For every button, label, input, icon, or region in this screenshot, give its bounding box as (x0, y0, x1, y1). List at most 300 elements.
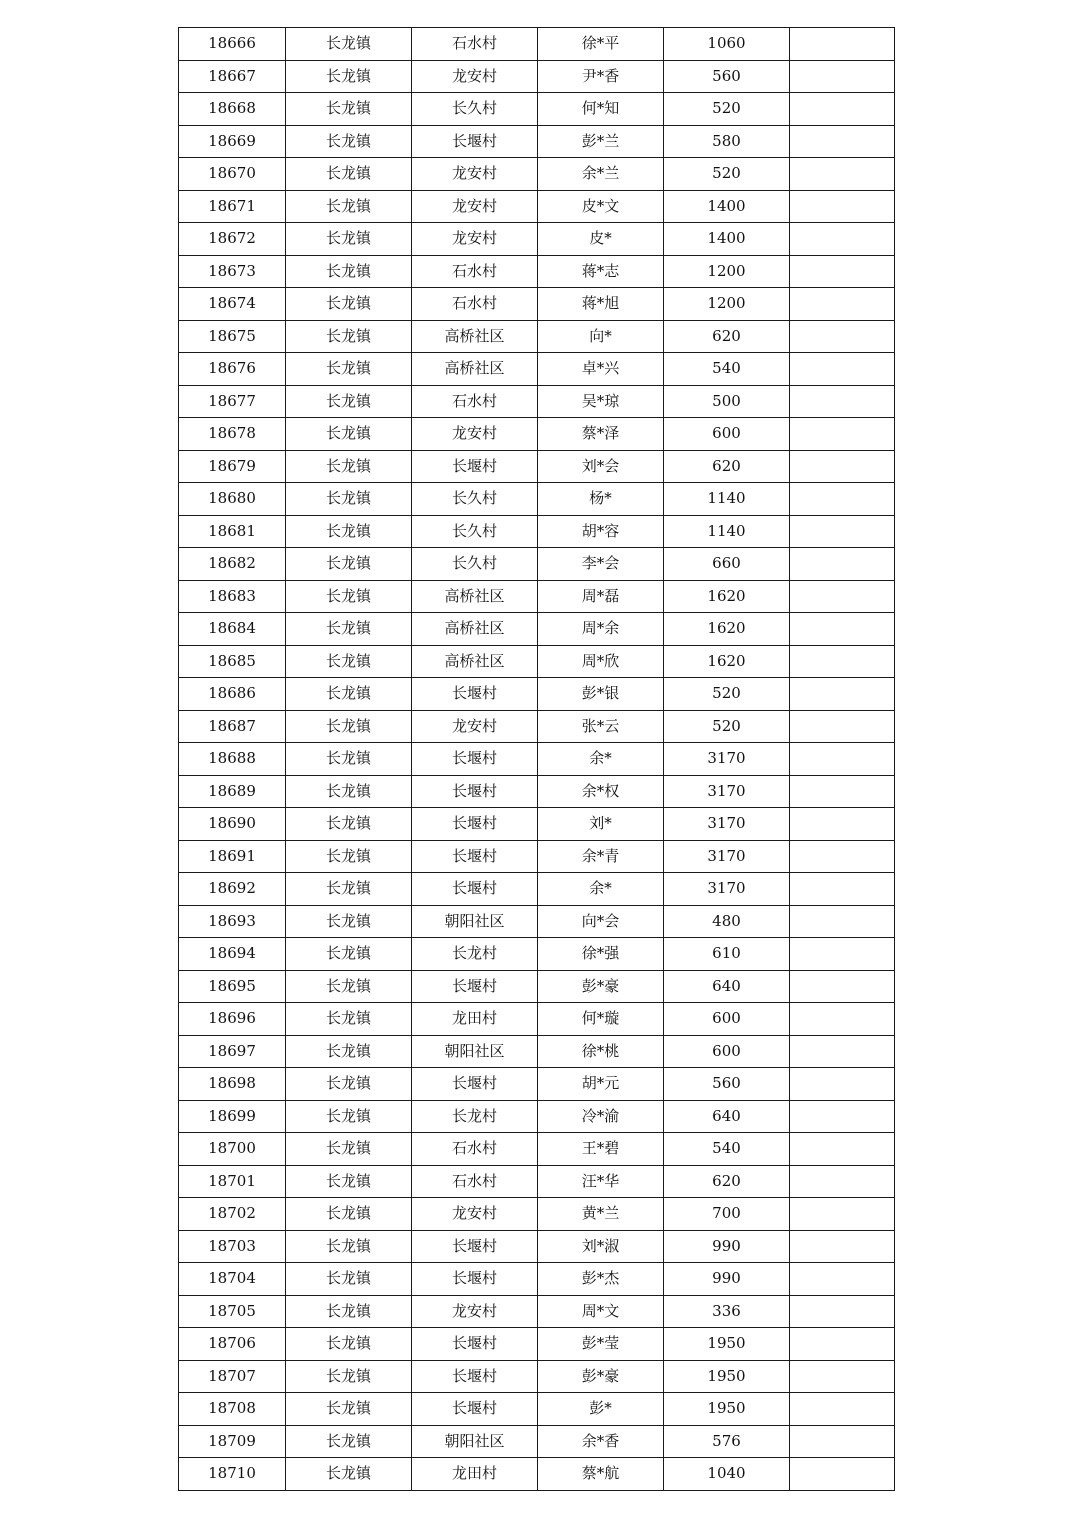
town-cell: 长龙镇 (286, 548, 412, 581)
record-id-cell: 18675 (179, 320, 286, 353)
record-id-cell: 18708 (179, 1393, 286, 1426)
village-cell: 长堰村 (412, 1068, 538, 1101)
table-row (179, 645, 895, 678)
note-cell (790, 158, 895, 191)
amount-cell: 3170 (664, 775, 790, 808)
record-id-cell: 18670 (179, 158, 286, 191)
village-cell: 长久村 (412, 548, 538, 581)
record-id-cell: 18669 (179, 125, 286, 158)
table-row (179, 1393, 895, 1426)
table-row (179, 93, 895, 126)
town-cell: 长龙镇 (286, 1295, 412, 1328)
town-cell: 长龙镇 (286, 28, 412, 61)
table-row (179, 840, 895, 873)
table-row (179, 223, 895, 256)
town-cell: 长龙镇 (286, 1003, 412, 1036)
record-id-cell: 18678 (179, 418, 286, 451)
village-cell: 石水村 (412, 28, 538, 61)
amount-cell: 1950 (664, 1328, 790, 1361)
note-cell (790, 1100, 895, 1133)
note-cell (790, 938, 895, 971)
note-cell (790, 125, 895, 158)
amount-cell: 500 (664, 385, 790, 418)
town-cell: 长龙镇 (286, 678, 412, 711)
village-cell: 龙安村 (412, 418, 538, 451)
amount-cell: 520 (664, 93, 790, 126)
table-row (179, 938, 895, 971)
note-cell (790, 288, 895, 321)
table-row (179, 190, 895, 223)
village-cell: 高桥社区 (412, 645, 538, 678)
note-cell (790, 223, 895, 256)
village-cell: 龙安村 (412, 158, 538, 191)
record-id-cell: 18707 (179, 1360, 286, 1393)
name-cell: 余* (538, 743, 664, 776)
note-cell (790, 1068, 895, 1101)
town-cell: 长龙镇 (286, 1068, 412, 1101)
name-cell: 彭*豪 (538, 1360, 664, 1393)
amount-cell: 620 (664, 450, 790, 483)
amount-cell: 1620 (664, 580, 790, 613)
note-cell (790, 678, 895, 711)
amount-cell: 990 (664, 1230, 790, 1263)
name-cell: 刘*淑 (538, 1230, 664, 1263)
amount-cell: 600 (664, 418, 790, 451)
note-cell (790, 320, 895, 353)
town-cell: 长龙镇 (286, 353, 412, 386)
note-cell (790, 1263, 895, 1296)
town-cell: 长龙镇 (286, 450, 412, 483)
note-cell (790, 613, 895, 646)
village-cell: 朝阳社区 (412, 1035, 538, 1068)
amount-cell: 540 (664, 353, 790, 386)
amount-cell: 480 (664, 905, 790, 938)
table-row (179, 255, 895, 288)
village-cell: 长堰村 (412, 678, 538, 711)
note-cell (790, 1003, 895, 1036)
village-cell: 长久村 (412, 483, 538, 516)
amount-cell: 540 (664, 1133, 790, 1166)
name-cell: 卓*兴 (538, 353, 664, 386)
town-cell: 长龙镇 (286, 808, 412, 841)
town-cell: 长龙镇 (286, 1165, 412, 1198)
amount-cell: 610 (664, 938, 790, 971)
name-cell: 蒋*旭 (538, 288, 664, 321)
village-cell: 石水村 (412, 288, 538, 321)
name-cell: 彭*银 (538, 678, 664, 711)
town-cell: 长龙镇 (286, 288, 412, 321)
record-id-cell: 18694 (179, 938, 286, 971)
village-cell: 长堰村 (412, 1393, 538, 1426)
village-cell: 龙安村 (412, 1198, 538, 1231)
amount-cell: 1200 (664, 255, 790, 288)
record-id-cell: 18687 (179, 710, 286, 743)
name-cell: 杨* (538, 483, 664, 516)
village-cell: 长堰村 (412, 873, 538, 906)
name-cell: 彭* (538, 1393, 664, 1426)
name-cell: 余*兰 (538, 158, 664, 191)
note-cell (790, 483, 895, 516)
village-cell: 石水村 (412, 255, 538, 288)
table-row (179, 418, 895, 451)
name-cell: 何*知 (538, 93, 664, 126)
town-cell: 长龙镇 (286, 1230, 412, 1263)
name-cell: 余*香 (538, 1425, 664, 1458)
record-id-cell: 18696 (179, 1003, 286, 1036)
note-cell (790, 775, 895, 808)
town-cell: 长龙镇 (286, 905, 412, 938)
table-row (179, 1230, 895, 1263)
note-cell (790, 418, 895, 451)
amount-cell: 1040 (664, 1458, 790, 1491)
record-id-cell: 18673 (179, 255, 286, 288)
town-cell: 长龙镇 (286, 1100, 412, 1133)
town-cell: 长龙镇 (286, 645, 412, 678)
name-cell: 向* (538, 320, 664, 353)
note-cell (790, 450, 895, 483)
village-cell: 高桥社区 (412, 353, 538, 386)
note-cell (790, 645, 895, 678)
table-row (179, 808, 895, 841)
note-cell (790, 1328, 895, 1361)
table-row (179, 1198, 895, 1231)
note-cell (790, 808, 895, 841)
note-cell (790, 353, 895, 386)
village-cell: 长久村 (412, 93, 538, 126)
name-cell: 余*权 (538, 775, 664, 808)
record-id-cell: 18697 (179, 1035, 286, 1068)
town-cell: 长龙镇 (286, 158, 412, 191)
name-cell: 徐*平 (538, 28, 664, 61)
note-cell (790, 1425, 895, 1458)
table-row (179, 1295, 895, 1328)
table-row (179, 320, 895, 353)
record-id-cell: 18691 (179, 840, 286, 873)
table-row (179, 743, 895, 776)
record-id-cell: 18680 (179, 483, 286, 516)
table-row (179, 1133, 895, 1166)
record-id-cell: 18674 (179, 288, 286, 321)
table-row (179, 970, 895, 1003)
amount-cell: 1620 (664, 645, 790, 678)
name-cell: 蒋*志 (538, 255, 664, 288)
name-cell: 吴*琼 (538, 385, 664, 418)
town-cell: 长龙镇 (286, 255, 412, 288)
table-row (179, 1165, 895, 1198)
name-cell: 张*云 (538, 710, 664, 743)
name-cell: 周*文 (538, 1295, 664, 1328)
village-cell: 朝阳社区 (412, 905, 538, 938)
table-row (179, 125, 895, 158)
table-row (179, 1328, 895, 1361)
village-cell: 龙安村 (412, 223, 538, 256)
town-cell: 长龙镇 (286, 1360, 412, 1393)
record-id-cell: 18709 (179, 1425, 286, 1458)
record-id-cell: 18683 (179, 580, 286, 613)
town-cell: 长龙镇 (286, 1425, 412, 1458)
town-cell: 长龙镇 (286, 1133, 412, 1166)
name-cell: 彭*豪 (538, 970, 664, 1003)
records-table-body (179, 28, 895, 1491)
amount-cell: 576 (664, 1425, 790, 1458)
amount-cell: 600 (664, 1035, 790, 1068)
note-cell (790, 1458, 895, 1491)
note-cell (790, 1198, 895, 1231)
town-cell: 长龙镇 (286, 190, 412, 223)
note-cell (790, 580, 895, 613)
table-row (179, 1003, 895, 1036)
record-id-cell: 18704 (179, 1263, 286, 1296)
town-cell: 长龙镇 (286, 93, 412, 126)
table-row (179, 28, 895, 61)
note-cell (790, 515, 895, 548)
amount-cell: 640 (664, 1100, 790, 1133)
village-cell: 高桥社区 (412, 613, 538, 646)
record-id-cell: 18701 (179, 1165, 286, 1198)
table-row (179, 483, 895, 516)
table-row (179, 288, 895, 321)
town-cell: 长龙镇 (286, 710, 412, 743)
table-row (179, 678, 895, 711)
record-id-cell: 18679 (179, 450, 286, 483)
records-table (178, 27, 895, 1491)
town-cell: 长龙镇 (286, 515, 412, 548)
record-id-cell: 18671 (179, 190, 286, 223)
town-cell: 长龙镇 (286, 223, 412, 256)
village-cell: 龙安村 (412, 60, 538, 93)
table-row (179, 158, 895, 191)
name-cell: 刘*会 (538, 450, 664, 483)
town-cell: 长龙镇 (286, 580, 412, 613)
amount-cell: 336 (664, 1295, 790, 1328)
name-cell: 向*会 (538, 905, 664, 938)
amount-cell: 3170 (664, 873, 790, 906)
table-row (179, 1360, 895, 1393)
record-id-cell: 18693 (179, 905, 286, 938)
note-cell (790, 840, 895, 873)
name-cell: 周*磊 (538, 580, 664, 613)
table-row (179, 905, 895, 938)
record-id-cell: 18672 (179, 223, 286, 256)
village-cell: 石水村 (412, 385, 538, 418)
name-cell: 尹*香 (538, 60, 664, 93)
town-cell: 长龙镇 (286, 1035, 412, 1068)
amount-cell: 520 (664, 710, 790, 743)
village-cell: 龙安村 (412, 1295, 538, 1328)
record-id-cell: 18676 (179, 353, 286, 386)
record-id-cell: 18684 (179, 613, 286, 646)
village-cell: 龙田村 (412, 1003, 538, 1036)
village-cell: 长堰村 (412, 1230, 538, 1263)
note-cell (790, 28, 895, 61)
village-cell: 长堰村 (412, 840, 538, 873)
village-cell: 高桥社区 (412, 580, 538, 613)
village-cell: 长堰村 (412, 775, 538, 808)
name-cell: 汪*华 (538, 1165, 664, 1198)
record-id-cell: 18706 (179, 1328, 286, 1361)
amount-cell: 3170 (664, 840, 790, 873)
note-cell (790, 385, 895, 418)
table-row (179, 353, 895, 386)
name-cell: 蔡*泽 (538, 418, 664, 451)
table-row (179, 775, 895, 808)
village-cell: 长堰村 (412, 808, 538, 841)
name-cell: 周*余 (538, 613, 664, 646)
amount-cell: 560 (664, 1068, 790, 1101)
amount-cell: 560 (664, 60, 790, 93)
name-cell: 余*青 (538, 840, 664, 873)
record-id-cell: 18688 (179, 743, 286, 776)
note-cell (790, 255, 895, 288)
table-row (179, 580, 895, 613)
town-cell: 长龙镇 (286, 385, 412, 418)
record-id-cell: 18667 (179, 60, 286, 93)
record-id-cell: 18698 (179, 1068, 286, 1101)
note-cell (790, 548, 895, 581)
name-cell: 徐*桃 (538, 1035, 664, 1068)
table-row (179, 515, 895, 548)
name-cell: 胡*元 (538, 1068, 664, 1101)
village-cell: 长龙村 (412, 938, 538, 971)
record-id-cell: 18692 (179, 873, 286, 906)
amount-cell: 1400 (664, 190, 790, 223)
name-cell: 彭*杰 (538, 1263, 664, 1296)
record-id-cell: 18677 (179, 385, 286, 418)
amount-cell: 660 (664, 548, 790, 581)
record-id-cell: 18685 (179, 645, 286, 678)
table-row (179, 1035, 895, 1068)
amount-cell: 1060 (664, 28, 790, 61)
table-row (179, 613, 895, 646)
note-cell (790, 970, 895, 1003)
town-cell: 长龙镇 (286, 418, 412, 451)
name-cell: 刘* (538, 808, 664, 841)
town-cell: 长龙镇 (286, 60, 412, 93)
town-cell: 长龙镇 (286, 1198, 412, 1231)
name-cell: 彭*兰 (538, 125, 664, 158)
village-cell: 高桥社区 (412, 320, 538, 353)
note-cell (790, 905, 895, 938)
village-cell: 长堰村 (412, 743, 538, 776)
town-cell: 长龙镇 (286, 873, 412, 906)
record-id-cell: 18668 (179, 93, 286, 126)
village-cell: 石水村 (412, 1165, 538, 1198)
village-cell: 长久村 (412, 515, 538, 548)
town-cell: 长龙镇 (286, 320, 412, 353)
amount-cell: 1400 (664, 223, 790, 256)
name-cell: 蔡*航 (538, 1458, 664, 1491)
record-id-cell: 18700 (179, 1133, 286, 1166)
town-cell: 长龙镇 (286, 1328, 412, 1361)
amount-cell: 1950 (664, 1393, 790, 1426)
note-cell (790, 60, 895, 93)
amount-cell: 1140 (664, 515, 790, 548)
note-cell (790, 1393, 895, 1426)
village-cell: 长堰村 (412, 970, 538, 1003)
record-id-cell: 18686 (179, 678, 286, 711)
amount-cell: 1140 (664, 483, 790, 516)
village-cell: 石水村 (412, 1133, 538, 1166)
table-row (179, 710, 895, 743)
note-cell (790, 1165, 895, 1198)
town-cell: 长龙镇 (286, 775, 412, 808)
note-cell (790, 1035, 895, 1068)
town-cell: 长龙镇 (286, 613, 412, 646)
town-cell: 长龙镇 (286, 840, 412, 873)
record-id-cell: 18702 (179, 1198, 286, 1231)
table-row (179, 1458, 895, 1491)
town-cell: 长龙镇 (286, 125, 412, 158)
table-row (179, 1263, 895, 1296)
record-id-cell: 18695 (179, 970, 286, 1003)
village-cell: 龙田村 (412, 1458, 538, 1491)
amount-cell: 3170 (664, 808, 790, 841)
name-cell: 王*碧 (538, 1133, 664, 1166)
amount-cell: 3170 (664, 743, 790, 776)
name-cell: 彭*莹 (538, 1328, 664, 1361)
village-cell: 朝阳社区 (412, 1425, 538, 1458)
record-id-cell: 18703 (179, 1230, 286, 1263)
village-cell: 长堰村 (412, 125, 538, 158)
town-cell: 长龙镇 (286, 483, 412, 516)
amount-cell: 1950 (664, 1360, 790, 1393)
table-row (179, 873, 895, 906)
name-cell: 周*欣 (538, 645, 664, 678)
town-cell: 长龙镇 (286, 1458, 412, 1491)
village-cell: 长龙村 (412, 1100, 538, 1133)
table-row (179, 548, 895, 581)
village-cell: 龙安村 (412, 190, 538, 223)
village-cell: 长堰村 (412, 1360, 538, 1393)
amount-cell: 640 (664, 970, 790, 1003)
record-id-cell: 18681 (179, 515, 286, 548)
name-cell: 皮*文 (538, 190, 664, 223)
name-cell: 余* (538, 873, 664, 906)
note-cell (790, 710, 895, 743)
table-row (179, 450, 895, 483)
town-cell: 长龙镇 (286, 938, 412, 971)
name-cell: 黄*兰 (538, 1198, 664, 1231)
name-cell: 冷*渝 (538, 1100, 664, 1133)
amount-cell: 1200 (664, 288, 790, 321)
name-cell: 何*璇 (538, 1003, 664, 1036)
note-cell (790, 190, 895, 223)
table-row (179, 60, 895, 93)
amount-cell: 520 (664, 158, 790, 191)
town-cell: 长龙镇 (286, 1263, 412, 1296)
amount-cell: 990 (664, 1263, 790, 1296)
table-row (179, 1100, 895, 1133)
record-id-cell: 18699 (179, 1100, 286, 1133)
record-id-cell: 18682 (179, 548, 286, 581)
name-cell: 皮* (538, 223, 664, 256)
table-row (179, 1068, 895, 1101)
table-row (179, 1425, 895, 1458)
table-row (179, 385, 895, 418)
amount-cell: 1620 (664, 613, 790, 646)
village-cell: 长堰村 (412, 1263, 538, 1296)
town-cell: 长龙镇 (286, 970, 412, 1003)
village-cell: 龙安村 (412, 710, 538, 743)
amount-cell: 520 (664, 678, 790, 711)
village-cell: 长堰村 (412, 450, 538, 483)
town-cell: 长龙镇 (286, 743, 412, 776)
note-cell (790, 873, 895, 906)
name-cell: 李*会 (538, 548, 664, 581)
record-id-cell: 18690 (179, 808, 286, 841)
village-cell: 长堰村 (412, 1328, 538, 1361)
note-cell (790, 1360, 895, 1393)
